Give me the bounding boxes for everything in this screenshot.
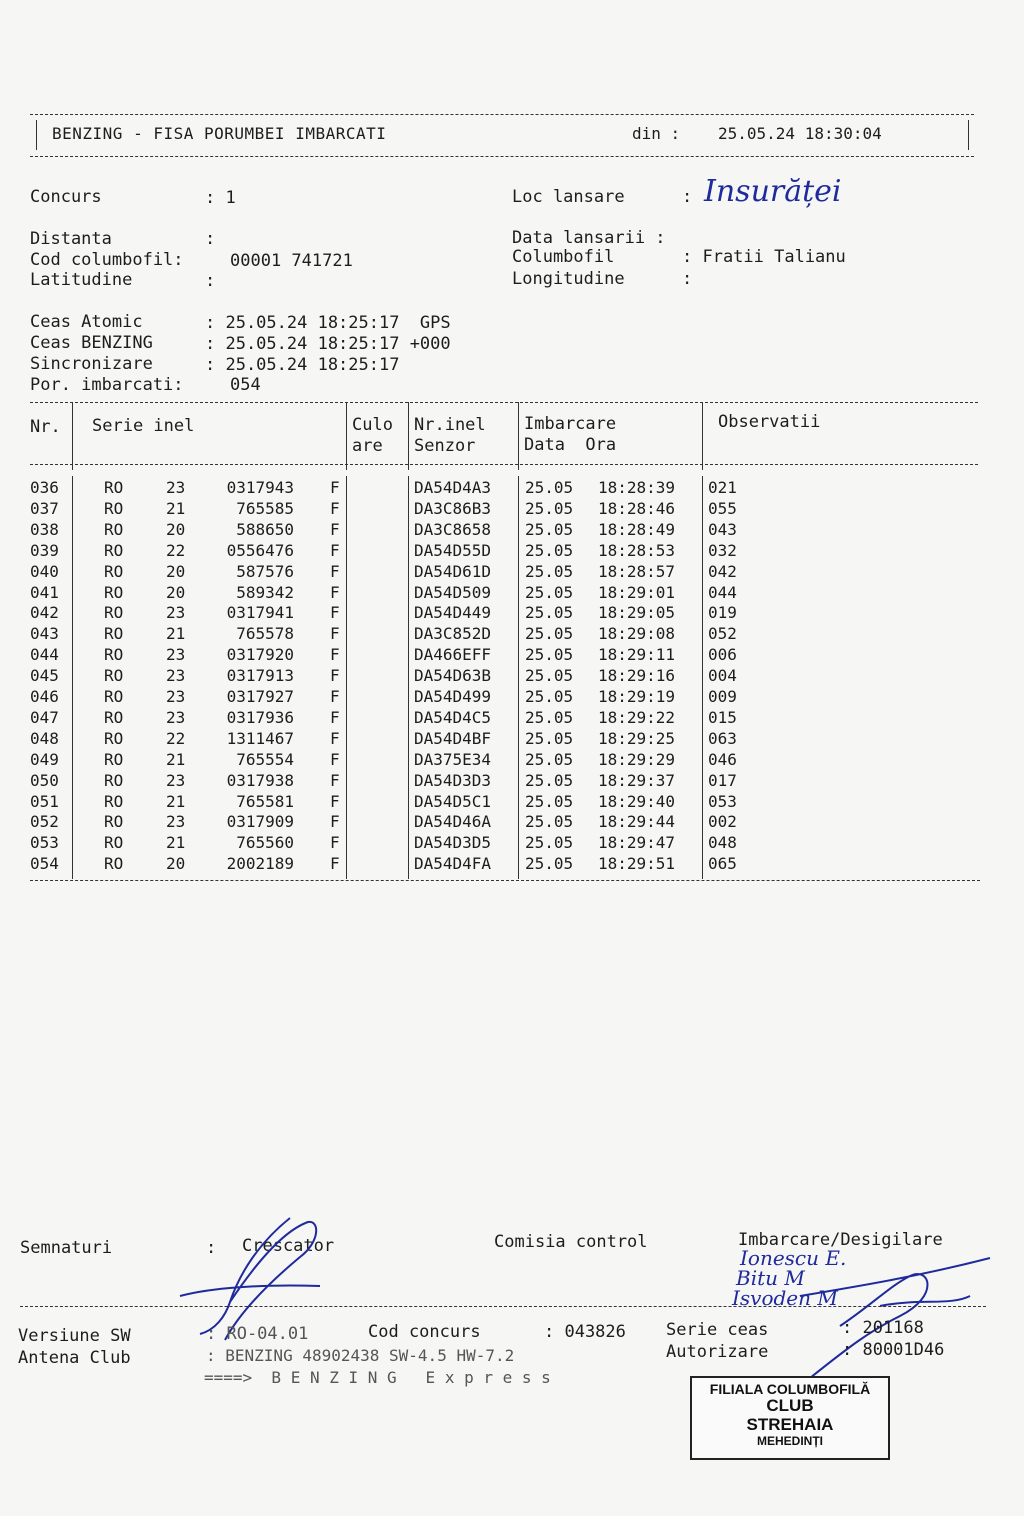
cell-obs: 046 [708, 749, 737, 769]
cell-country: RO [104, 478, 124, 497]
col-divider-5 [702, 402, 703, 470]
cell-year: 21 [166, 624, 186, 644]
cell-sex: F [330, 582, 340, 602]
cell-country: RO [104, 561, 124, 581]
sincronizare-value: : 25.05.24 18:25:17 [205, 355, 400, 375]
distanta-label: Distanta [30, 229, 112, 249]
table-bottom-border [30, 880, 980, 881]
cell-year: 23 [166, 770, 186, 790]
th-nr: Nr. [30, 417, 61, 437]
cell-time: 18:29:01 [598, 582, 676, 602]
ceas-benzing-label: Ceas BENZING [30, 333, 153, 353]
cell-sensor: DA3C852D [414, 624, 492, 644]
por-imbarcati-value: 054 [230, 375, 261, 395]
antena-club-label: Antena Club [18, 1348, 131, 1368]
th-senzor: Senzor [414, 436, 476, 456]
cell-year: 20 [166, 561, 186, 581]
crescator-label: Crescator [242, 1236, 335, 1256]
cell-sex: F [330, 519, 340, 539]
header-right-border [968, 120, 969, 150]
cell-date: 25.05 [525, 687, 574, 706]
cell-sex: F [330, 707, 340, 727]
cell-sensor: DA54D61D [414, 561, 492, 581]
sincronizare-label: Sincronizare [30, 354, 153, 374]
imbarcare-desigilare-label: Imbarcare/Desigilare [738, 1230, 943, 1250]
versiune-sw-label: Versiune SW [18, 1326, 131, 1346]
handwritten-name-2: Bitu M [736, 1266, 805, 1290]
th-imbarcare: Imbarcare [524, 414, 617, 434]
cell-year: 21 [166, 833, 186, 853]
cell-country: RO [104, 833, 124, 853]
cell-year: 23 [166, 603, 186, 623]
cell-year: 21 [166, 749, 186, 769]
cell-ring: 0317936 [226, 707, 294, 727]
col-divider-1 [72, 402, 73, 470]
concurs-value: : 1 [205, 188, 236, 208]
cell-ring: 0317941 [226, 603, 294, 623]
cell-time: 18:29:19 [598, 687, 676, 706]
ceas-atomic-value: : 25.05.24 18:25:17 GPS [205, 313, 451, 333]
longitudine-colon: : [682, 269, 693, 289]
cell-ring: 0317938 [226, 770, 294, 790]
ceas-atomic-label: Ceas Atomic [30, 312, 143, 332]
cell-sensor: DA54D3D5 [414, 833, 492, 853]
cell-sensor: DA3C8658 [414, 519, 492, 539]
cell-date: 25.05 [525, 728, 574, 748]
cell-time: 18:28:46 [598, 498, 676, 518]
cell-time: 18:29:44 [598, 812, 676, 832]
col-divider-3 [408, 402, 409, 470]
th-serie-inel: Serie inel [92, 416, 195, 436]
cell-date: 25.05 [525, 561, 574, 581]
loc-lansare-colon: : [682, 187, 693, 207]
latitudine-label: Latitudine [30, 270, 133, 290]
cell-nr: 050 [30, 770, 59, 790]
header-left-border [36, 120, 37, 150]
cell-nr: 042 [30, 603, 59, 623]
cell-sex: F [330, 561, 340, 581]
cell-nr: 036 [30, 478, 59, 497]
cell-date: 25.05 [525, 519, 574, 539]
cell-ring: 589342 [236, 582, 294, 602]
cell-ring: 0317920 [226, 645, 294, 665]
cell-time: 18:28:49 [598, 519, 676, 539]
cell-country: RO [104, 540, 124, 560]
header-date-label: din : [632, 124, 681, 143]
cell-year: 20 [166, 582, 186, 602]
cell-country: RO [104, 645, 124, 665]
cell-nr: 052 [30, 812, 59, 832]
cell-obs: 019 [708, 603, 737, 623]
cell-time: 18:29:22 [598, 707, 676, 727]
cell-country: RO [104, 666, 124, 686]
cell-time: 18:28:53 [598, 540, 676, 560]
cell-time: 18:29:29 [598, 749, 676, 769]
cell-sensor: DA54D5C1 [414, 791, 492, 811]
cell-country: RO [104, 749, 124, 769]
cell-year: 22 [166, 728, 186, 748]
stamp-line-2: CLUB [766, 1396, 814, 1416]
cell-country: RO [104, 812, 124, 832]
cell-obs: 015 [708, 707, 737, 727]
commission-signature-icon [780, 1236, 1010, 1386]
cell-country: RO [104, 603, 124, 623]
cell-date: 25.05 [525, 582, 574, 602]
table-top-border [30, 402, 978, 403]
cell-sensor: DA54D4BF [414, 728, 492, 748]
cell-obs: 017 [708, 770, 737, 790]
cell-ring: 765585 [236, 498, 294, 518]
cell-obs: 002 [708, 812, 737, 832]
cell-date: 25.05 [525, 707, 574, 727]
antena-club-value: : BENZING 48902438 SW-4.5 HW-7.2 [206, 1346, 515, 1365]
header-bottom-border [30, 156, 974, 157]
cell-ring: 588650 [236, 519, 294, 539]
cell-time: 18:29:51 [598, 854, 676, 874]
latitudine-colon: : [205, 271, 216, 291]
th-observatii: Observatii [718, 412, 821, 432]
cell-country: RO [104, 498, 124, 518]
cell-nr: 053 [30, 833, 59, 853]
cell-sensor: DA54D4C5 [414, 707, 492, 727]
cell-sex: F [330, 854, 340, 874]
cell-nr: 048 [30, 728, 59, 748]
cell-sensor: DA375E34 [414, 749, 492, 769]
cell-time: 18:29:40 [598, 791, 676, 811]
distanta-colon: : [205, 229, 216, 249]
cell-time: 18:29:08 [598, 624, 676, 644]
cell-ring: 2002189 [226, 854, 294, 874]
document-title: BENZING - FISA PORUMBEI IMBARCATI [52, 124, 387, 143]
cell-date: 25.05 [525, 833, 574, 853]
columbofil-value: : Fratii Talianu [682, 247, 846, 267]
cell-country: RO [104, 728, 124, 748]
cell-ring: 765554 [236, 749, 294, 769]
data-lansarii-label: Data lansarii : [512, 228, 666, 248]
cell-ring: 0317943 [226, 478, 294, 497]
cell-obs: 063 [708, 728, 737, 748]
cell-nr: 039 [30, 540, 59, 560]
cell-obs: 021 [708, 478, 737, 497]
cell-obs: 032 [708, 540, 737, 560]
footer-divider [20, 1306, 986, 1307]
cell-ring: 765578 [236, 624, 294, 644]
cell-obs: 065 [708, 854, 737, 874]
cell-country: RO [104, 687, 124, 706]
cell-year: 20 [166, 854, 186, 874]
th-nr-inel: Nr.inel [414, 415, 486, 435]
cell-obs: 044 [708, 582, 737, 602]
cod-concurs-value: : 043826 [544, 1322, 626, 1342]
cell-sex: F [330, 645, 340, 665]
cell-obs: 004 [708, 666, 737, 686]
ceas-benzing-value: : 25.05.24 18:25:17 +000 [205, 334, 451, 354]
cell-year: 22 [166, 540, 186, 560]
columbofil-label: Columbofil [512, 247, 615, 267]
cell-date: 25.05 [525, 854, 574, 874]
cell-sex: F [330, 833, 340, 853]
autorizare-label: Autorizare [666, 1342, 769, 1362]
loc-lansare-label: Loc lansare [512, 187, 625, 207]
cell-sensor: DA54D449 [414, 603, 492, 623]
cell-date: 25.05 [525, 624, 574, 644]
comisia-control-label: Comisia control [494, 1232, 648, 1252]
cell-nr: 040 [30, 561, 59, 581]
cell-country: RO [104, 791, 124, 811]
loc-lansare-handwritten: Insurăței [704, 174, 842, 209]
cod-columbofil-value: 00001 741721 [230, 251, 353, 271]
cell-time: 18:29:25 [598, 728, 676, 748]
stamp-line-4: MEHEDINȚI [757, 1433, 823, 1448]
cell-obs: 048 [708, 833, 737, 853]
body-divider-5 [702, 476, 703, 879]
cell-obs: 053 [708, 791, 737, 811]
cell-nr: 047 [30, 707, 59, 727]
cell-sensor: DA54D63B [414, 666, 492, 686]
cell-date: 25.05 [525, 749, 574, 769]
cell-ring: 765581 [236, 791, 294, 811]
cell-sex: F [330, 791, 340, 811]
cell-sex: F [330, 624, 340, 644]
cell-sensor: DA54D4FA [414, 854, 492, 874]
cell-nr: 051 [30, 791, 59, 811]
body-divider-3 [408, 476, 409, 879]
crescator-signature-icon [170, 1212, 370, 1342]
cell-date: 25.05 [525, 478, 574, 497]
cell-date: 25.05 [525, 791, 574, 811]
cell-year: 20 [166, 519, 186, 539]
cell-time: 18:28:39 [598, 478, 676, 497]
autorizare-value: : 80001D46 [842, 1340, 945, 1360]
cell-sensor: DA466EFF [414, 645, 492, 665]
cell-year: 23 [166, 707, 186, 727]
cell-sensor: DA54D499 [414, 687, 492, 706]
cell-time: 18:29:16 [598, 666, 676, 686]
col-divider-2 [346, 402, 347, 470]
cell-sex: F [330, 540, 340, 560]
cod-columbofil-label: Cod columbofil: [30, 250, 184, 270]
cell-year: 23 [166, 812, 186, 832]
cell-obs: 052 [708, 624, 737, 644]
cell-sex: F [330, 770, 340, 790]
cell-nr: 037 [30, 498, 59, 518]
stamp-line-3: STREHAIA [746, 1415, 834, 1435]
th-are: are [352, 436, 383, 456]
cell-obs: 009 [708, 687, 737, 706]
cell-sex: F [330, 498, 340, 518]
handwritten-name-3: Isvoden M [732, 1286, 838, 1310]
serie-ceas-label: Serie ceas [666, 1320, 769, 1340]
cell-time: 18:29:47 [598, 833, 676, 853]
por-imbarcati-label: Por. imbarcati: [30, 375, 184, 395]
cell-country: RO [104, 854, 124, 874]
cell-time: 18:29:05 [598, 603, 676, 623]
cell-date: 25.05 [525, 666, 574, 686]
cell-year: 21 [166, 791, 186, 811]
cell-nr: 046 [30, 687, 59, 706]
table-header-bottom-border [30, 464, 978, 465]
cell-country: RO [104, 624, 124, 644]
concurs-label: Concurs [30, 187, 102, 207]
cell-time: 18:28:57 [598, 561, 676, 581]
longitudine-label: Longitudine [512, 269, 625, 289]
cell-sex: F [330, 728, 340, 748]
cod-concurs-label: Cod concurs [368, 1322, 481, 1342]
benzing-express-banner: ====> B E N Z I N G E x p r e s s [204, 1368, 551, 1387]
cell-ring: 765560 [236, 833, 294, 853]
cell-year: 23 [166, 687, 186, 706]
club-stamp [690, 1376, 890, 1460]
body-divider-4 [518, 476, 519, 879]
cell-sex: F [330, 478, 340, 497]
cell-nr: 044 [30, 645, 59, 665]
cell-date: 25.05 [525, 812, 574, 832]
cell-ring: 587576 [236, 561, 294, 581]
cell-nr: 041 [30, 582, 59, 602]
col-divider-4 [518, 402, 519, 470]
cell-country: RO [104, 519, 124, 539]
body-divider-2 [346, 476, 347, 879]
cell-nr: 049 [30, 749, 59, 769]
cell-year: 23 [166, 645, 186, 665]
handwritten-name-1: Ionescu E. [740, 1246, 847, 1270]
cell-year: 21 [166, 498, 186, 518]
cell-country: RO [104, 707, 124, 727]
cell-sex: F [330, 603, 340, 623]
header-top-border [30, 114, 974, 115]
th-culo: Culo [352, 415, 393, 435]
cell-time: 18:29:11 [598, 645, 676, 665]
header-date-value: 25.05.24 18:30:04 [718, 124, 882, 143]
cell-sex: F [330, 812, 340, 832]
cell-sensor: DA54D509 [414, 582, 492, 602]
cell-sensor: DA54D4A3 [414, 478, 492, 497]
cell-date: 25.05 [525, 603, 574, 623]
semnaturi-colon: : [206, 1238, 217, 1258]
cell-sensor: DA54D46A [414, 812, 492, 832]
stamp-line-1: FILIALA COLUMBOFILĂ [709, 1381, 871, 1397]
cell-sex: F [330, 666, 340, 686]
semnaturi-label: Semnaturi [20, 1238, 113, 1258]
serie-ceas-value: : 201168 [842, 1318, 924, 1338]
th-data-ora: Data Ora [524, 435, 617, 455]
cell-time: 18:29:37 [598, 770, 676, 790]
cell-ring: 0317909 [226, 812, 294, 832]
cell-nr: 043 [30, 624, 59, 644]
cell-sex: F [330, 687, 340, 706]
cell-year: 23 [166, 478, 186, 497]
cell-sensor: DA3C86B3 [414, 498, 492, 518]
cell-year: 23 [166, 666, 186, 686]
cell-obs: 043 [708, 519, 737, 539]
cell-obs: 055 [708, 498, 737, 518]
cell-ring: 0317913 [226, 666, 294, 686]
cell-obs: 006 [708, 645, 737, 665]
cell-country: RO [104, 582, 124, 602]
cell-sensor: DA54D3D3 [414, 770, 492, 790]
cell-date: 25.05 [525, 540, 574, 560]
cell-ring: 0317927 [226, 687, 294, 706]
cell-country: RO [104, 770, 124, 790]
versiune-sw-value: : RO-04.01 [206, 1324, 309, 1344]
body-divider-1 [72, 476, 73, 879]
cell-nr: 045 [30, 666, 59, 686]
cell-date: 25.05 [525, 770, 574, 790]
cell-obs: 042 [708, 561, 737, 581]
cell-ring: 0556476 [226, 540, 294, 560]
cell-date: 25.05 [525, 498, 574, 518]
cell-sensor: DA54D55D [414, 540, 492, 560]
cell-date: 25.05 [525, 645, 574, 665]
cell-nr: 054 [30, 854, 59, 874]
cell-ring: 1311467 [226, 728, 294, 748]
cell-nr: 038 [30, 519, 59, 539]
cell-sex: F [330, 749, 340, 769]
